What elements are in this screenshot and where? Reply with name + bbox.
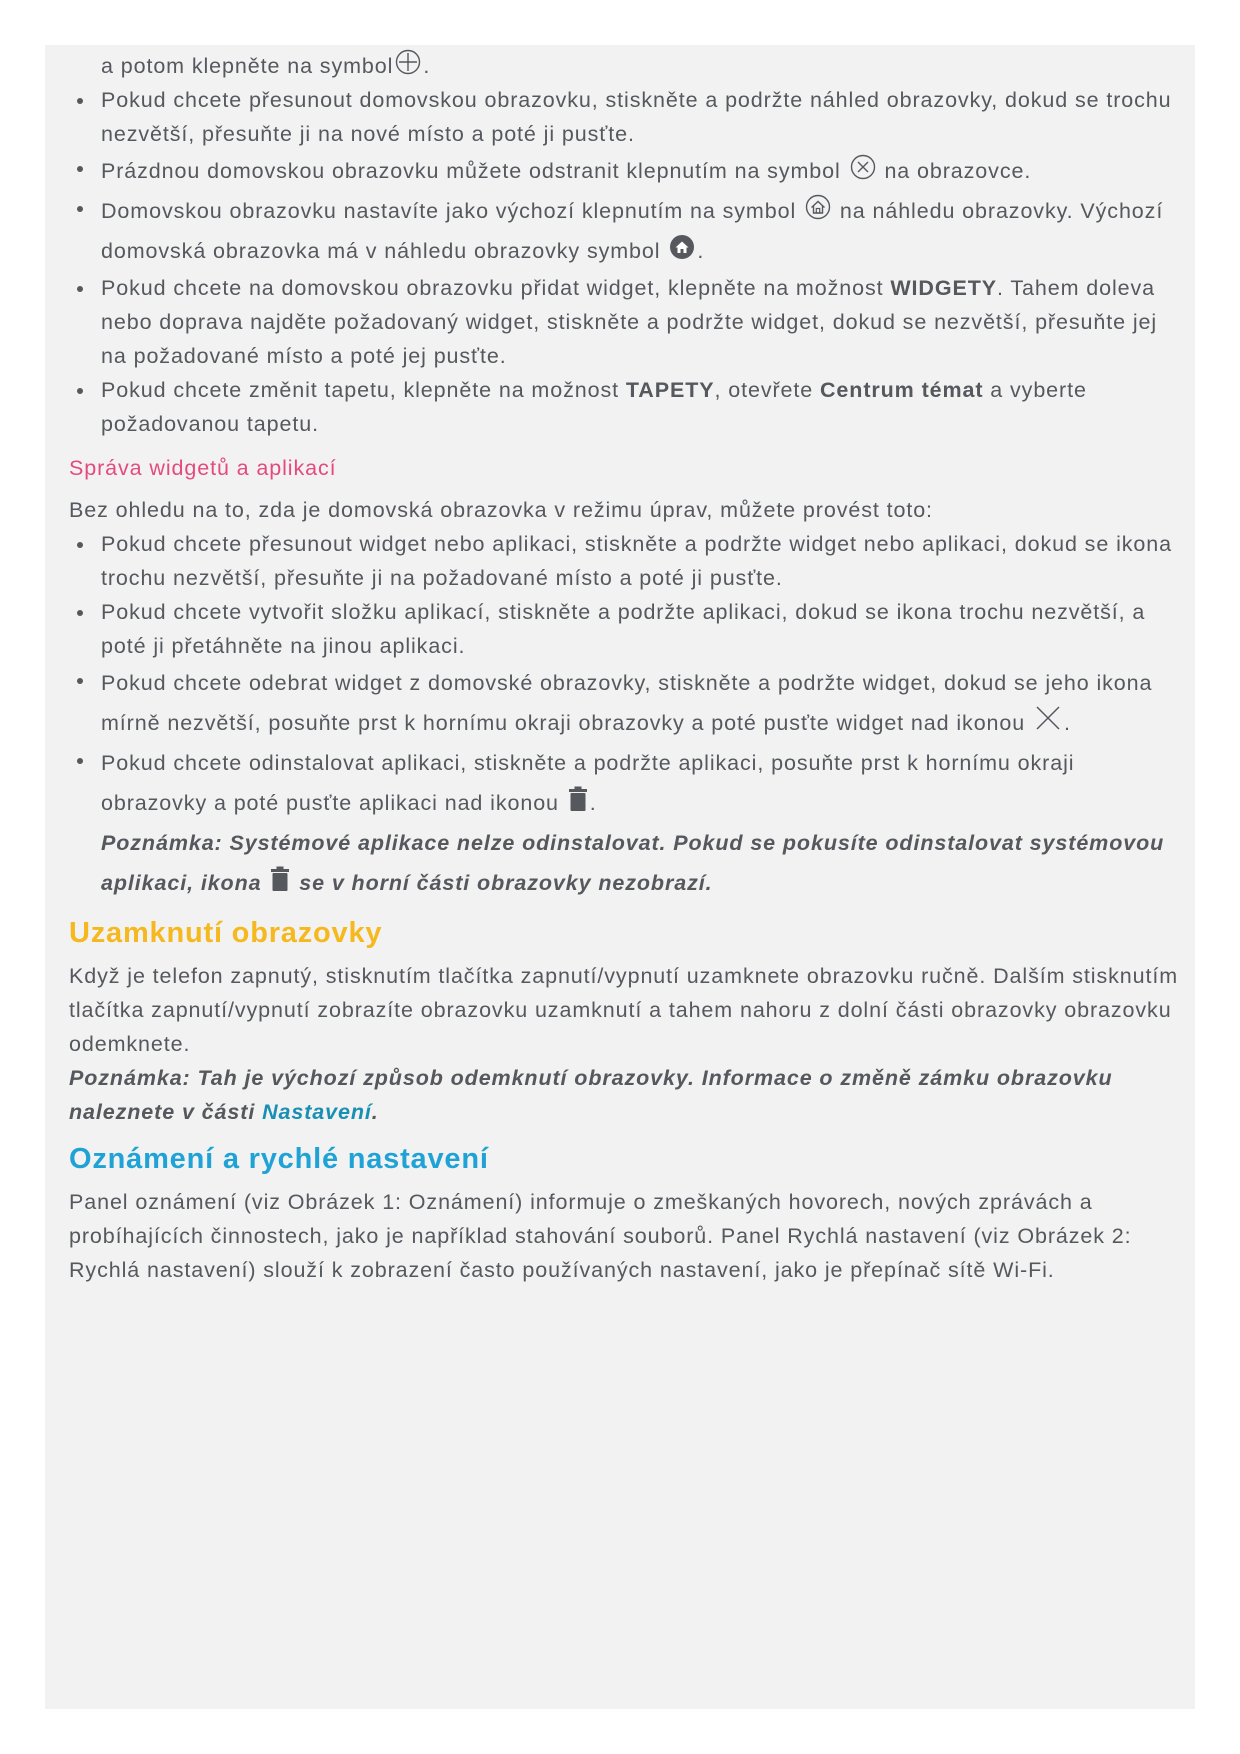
trash-icon bbox=[568, 786, 588, 812]
list-item: Pokud chcete odinstalovat aplikaci, stiskněte a podržte aplikaci, posuňte prst k hornímu okraji obrazovky a poté pusťte aplikaci nad ikonou . bbox=[69, 743, 1179, 823]
note-lock-screen: Poznámka: Tah je výchozí způsob odemknutí obrazovky. Informace o změně zámku obrazovku naleznete v části Nastavení. bbox=[69, 1066, 1113, 1124]
widgets-list bbox=[69, 527, 1179, 823]
list-item: Pokud chcete vytvořit složku aplikací, stiskněte a podržte aplikaci, dokud se ikona trochu nezvětší, a poté ji přetáhněte na jinou aplikaci. bbox=[69, 595, 1179, 663]
list-item: Domovskou obrazovku nastavíte jako výchozí klepnutím na symbol na náhledu obrazovky. Výchozí domovská obrazovka má v náhledu obrazovky symbol . bbox=[69, 191, 1179, 271]
home-circle-filled-icon bbox=[669, 234, 695, 260]
list-item: Pokud chcete odebrat widget z domovské obrazovky, stiskněte a podržte widget, dokud se jeho ikona mírně nezvětší, posuňte prst k hornímu okraji obrazovky a poté pusťte widget nad ikonou . bbox=[69, 663, 1179, 743]
trash-icon bbox=[270, 866, 290, 892]
continuation-line: a potom klepněte na symbol . bbox=[69, 49, 1179, 83]
heading-notifications: Oznámení a rychlé nastavení bbox=[69, 1143, 489, 1175]
list-item: Prázdnou domovskou obrazovku můžete odstranit klepnutím na symbol na obrazovce. bbox=[69, 151, 1179, 191]
list-item: Pokud chcete přesunout widget nebo aplikaci, stiskněte a podržte widget nebo aplikaci, dokud se ikona trochu nezvětší, přesuňte ji na požadované místo a poté ji pusťte. bbox=[69, 527, 1179, 595]
settings-link[interactable]: Nastavení bbox=[262, 1100, 372, 1124]
document-page bbox=[45, 45, 1195, 1709]
list-item: Pokud chcete na domovskou obrazovku přidat widget, klepněte na možnost WIDGETY. Tahem doleva nebo doprava najděte požadovaný widget, stiskněte a podržte widget, dokud se nezvětší, přesuňte jej na požadované místo a poté jej pusťte. bbox=[69, 271, 1179, 373]
list-item: Pokud chcete přesunout domovskou obrazovku, stiskněte a podržte náhled obrazovky, dokud se trochu nezvětší, přesuňte ji na nové místo a poté ji pusťte. bbox=[69, 83, 1179, 151]
x-icon bbox=[1034, 704, 1062, 732]
close-circle-icon bbox=[850, 154, 876, 180]
page-content bbox=[69, 49, 1179, 1287]
home-screen-list bbox=[69, 83, 1179, 441]
plus-circle-icon bbox=[395, 49, 421, 75]
list-item: Pokud chcete změnit tapetu, klepněte na možnost TAPETY, otevřete Centrum témat a vyberte požadovanou tapetu. bbox=[69, 373, 1179, 441]
note-system-apps: Poznámka: Systémové aplikace nelze odinstalovat. Pokud se pokusíte odinstalovat systémovou aplikaci, ikona se v horní části obrazovky nezobrazí. bbox=[101, 831, 1165, 895]
intro-text: Bez ohledu na to, zda je domovská obrazovka v režimu úprav, můžete provést toto: bbox=[69, 498, 933, 522]
heading-lock-screen: Uzamknutí obrazovky bbox=[69, 917, 383, 949]
home-circle-outline-icon bbox=[805, 194, 831, 220]
subheading: Správa widgetů a aplikací bbox=[69, 456, 337, 480]
notifications-paragraph: Panel oznámení (viz Obrázek 1: Oznámení) informuje o zmeškaných hovorech, nových zprávách a probíhajících činnostech, jako je například stahování souborů. Panel Rychlá nastavení (viz Obrázek 2: Rychlá nastavení) slouží k zobrazení často používaných nastavení, jako je přepínač sítě Wi-Fi. bbox=[69, 1190, 1132, 1282]
lock-screen-paragraph: Když je telefon zapnutý, stisknutím tlačítka zapnutí/vypnutí uzamknete obrazovku ručně. Dalším stisknutím tlačítka zapnutí/vypnutí zobrazíte obrazovku uzamknutí a tahem nahoru z dolní části obrazovky obrazovku odemknete. bbox=[69, 964, 1179, 1056]
